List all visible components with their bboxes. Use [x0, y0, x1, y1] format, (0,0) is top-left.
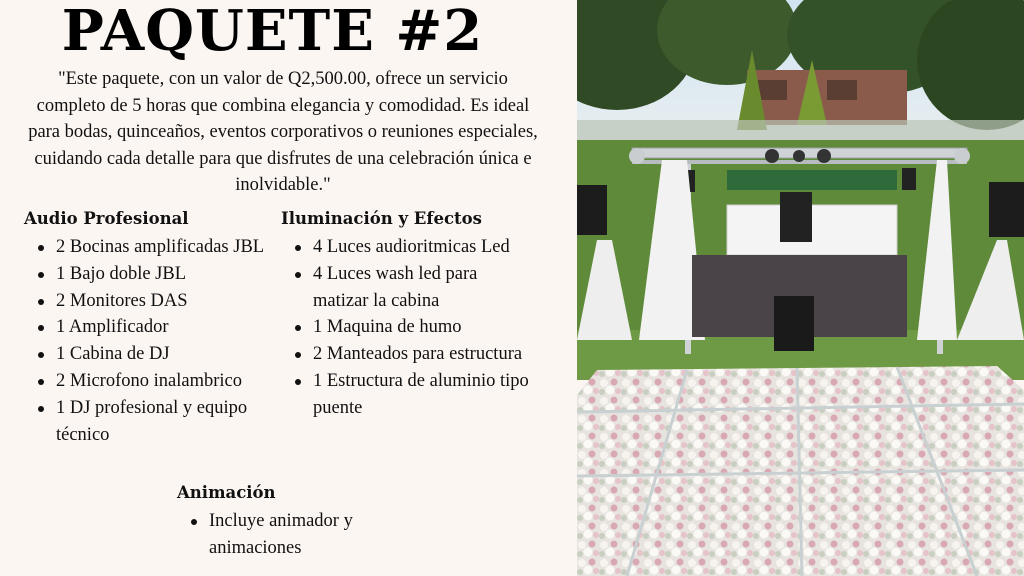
- list-item: 1 Bajo doble JBL: [24, 261, 274, 288]
- list-item: 1 Estructura de aluminio tipo puente: [281, 368, 531, 422]
- animation-heading: Animación: [177, 483, 276, 502]
- audio-section: [24, 208, 274, 448]
- speaker: [577, 185, 607, 235]
- animation-list: [177, 508, 417, 562]
- list-item: 1 Amplificador: [24, 314, 274, 341]
- animation-section: [177, 482, 417, 562]
- package-description: "Este paquete, con un valor de Q2,500.00, ofrece un servicio completo de 5 horas que combina elegancia y comodidad. Es ideal para bodas, quinceaños, eventos corporativos o reuniones especiales, cuidando cada detalle para que disfrutes de una celebración única e inolvidable.": [28, 69, 538, 195]
- list-item: 2 Microfono inalambrico: [24, 368, 274, 395]
- list-item: 1 Maquina de humo: [281, 314, 531, 341]
- lighting-section: [281, 208, 531, 422]
- list-item: 2 Monitores DAS: [24, 288, 274, 315]
- speaker: [780, 192, 812, 242]
- subwoofer: [774, 296, 814, 351]
- list-item: 1 Cabina de DJ: [24, 341, 274, 368]
- list-item: Incluye animador y animaciones: [177, 508, 417, 562]
- dj-setup-photo: [577, 0, 1024, 576]
- dj-setup-illustration: [577, 0, 1024, 576]
- list-item: 4 Luces wash led para matizar la cabina: [281, 261, 531, 315]
- flower-dance-floor: [577, 366, 1024, 576]
- speaker: [989, 182, 1024, 237]
- list-item: 1 DJ profesional y equipo técnico: [24, 395, 274, 449]
- audio-list: [24, 234, 274, 448]
- lighting-list: [281, 234, 531, 422]
- list-item: 4 Luces audioritmicas Led: [281, 234, 531, 261]
- list-item: 2 Bocinas amplificadas JBL: [24, 234, 274, 261]
- lighting-heading: Iluminación y Efectos: [281, 209, 482, 228]
- list-item: 2 Manteados para estructura: [281, 341, 531, 368]
- audio-heading: Audio Profesional: [24, 209, 189, 228]
- package-title: PAQUETE #2: [61, 0, 484, 64]
